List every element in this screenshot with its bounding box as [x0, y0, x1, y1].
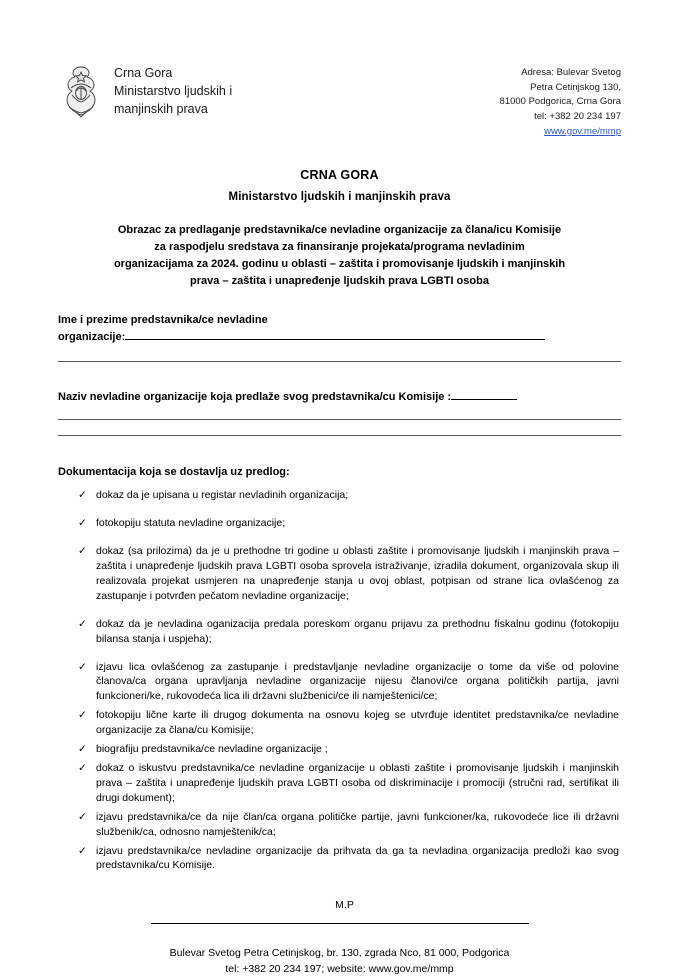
list-item-text: dokaz da je nevladina oganizacija predala poreskom organu prijavu za prethodnu fiskalnu godinu (fotokopiju bilansa stanja i uspjeha); [96, 617, 619, 645]
list-item-text: izjavu predstavnika/ce da nije član/ca organa političke partije, javni funkcioner/ka, rukovodeće lice ili državni službenik/ca, odnosno namještenik/ca; [96, 810, 619, 838]
list-item [58, 617, 621, 647]
organization-name-label-text: Naziv nevladine organizacije koja predlaže svog predstavnika/cu Komisije : [58, 390, 452, 403]
ministry-line-3: manjinskih prava [114, 102, 208, 117]
check-icon: ✓ [78, 810, 87, 823]
representative-name-label-line-1: Ime i prezime predstavnika/ce nevladine [58, 313, 268, 326]
list-item [58, 844, 621, 874]
documentation-list [58, 488, 621, 873]
list-item [58, 544, 621, 604]
check-icon: ✓ [78, 743, 87, 756]
form-title-line-3: organizacijama za 2024. godinu u oblasti – zaštita i promovisanje ljudskih i manjinskih [113, 257, 566, 270]
check-icon: ✓ [78, 660, 87, 673]
footer-address: Bulevar Svetog Petra Cetinjskog, br. 130, zgrada Nco, 81 000, Podgorica [169, 947, 510, 960]
list-item [58, 742, 621, 757]
list-item-text: dokaz (sa prilozima) da je u prethodne tri godine u oblasti zaštite i promovisanje ljudskih i manjinskih prava – zaštita i unapređenje ljudskih prava LGBTI osoba sprovela istraživanje, izradila dokument, organizovala skup ili realizovala projekat usmjeren na unapređenje stanja u ovoj oblast, potpisan od strane lica ovlašćenog za zastupanje i potvrđen pečatom nevladine organizacije; [96, 545, 619, 602]
header-address [500, 62, 621, 140]
ministry-title: Ministarstvo ljudskih i manjinskih prava [228, 190, 451, 203]
check-icon: ✓ [78, 489, 87, 502]
list-item-text: fotokopiju statuta nevladine organizacije; [96, 517, 286, 530]
documentation-heading: Dokumentacija koja se dostavlja uz predlog: [58, 466, 290, 479]
document-footer [58, 946, 621, 978]
list-item [58, 810, 621, 840]
list-item-text: dokaz o iskustvu predstavnika/ce nevladine organizacije u oblasti zaštite i promovisanje ljudskih i manjinskih prava – zaštita i unapređenje ljudskih prava LGBTI osoba od diskriminacije i promociji (stručni rad, sertifikat ili drugi dokument); [96, 761, 619, 804]
list-item [58, 516, 621, 531]
address-line-3: 81000 Podgorica, Crna Gora [499, 96, 621, 108]
representative-name-input-line-1[interactable] [125, 328, 545, 340]
representative-name-label-line-2: organizacije: [58, 331, 126, 344]
title-block [58, 168, 621, 203]
ministry-line-1: Crna Gora [114, 66, 173, 80]
address-phone: tel: +382 20 234 197 [534, 111, 621, 123]
organization-name-label [58, 388, 621, 406]
form-title-line-4: prava – zaštita i unapređenje ljudskih prava LGBTI osoba [190, 274, 489, 287]
ministry-name [114, 62, 232, 118]
form-title-line-1: Obrazac za predlaganje predstavnika/ce nevladine organizacije za člana/icu Komisije [117, 223, 562, 236]
country-title: CRNA GORA [300, 167, 379, 182]
form-title [58, 222, 621, 290]
organization-name-input-line-3[interactable] [58, 422, 621, 436]
list-item-text: dokaz da je upisana u registar nevladinih organizacija; [96, 489, 349, 502]
mp-stamp-label: M.P [335, 899, 354, 912]
check-icon: ✓ [78, 517, 87, 530]
list-item-text: izjavu predstavnika/ce nevladine organizacije da prihvata da ga ta nevladina organizacija predloži kao svog predstavnika/cu Komisije. [96, 844, 619, 872]
form-title-line-2: za raspodjelu sredstava za finansiranje projekata/programa nevladinim [154, 240, 525, 253]
list-item-text: fotokopiju lične karte ili drugog dokumenta na osnovu kojeg se utvrđuje identitet predstavnika/ce nevladine organizacije za člana/cu Komisije; [96, 709, 619, 737]
organization-name-input-line-1[interactable] [451, 388, 517, 400]
organization-name-input-line-2[interactable] [58, 406, 621, 420]
check-icon: ✓ [78, 844, 87, 857]
website-link[interactable]: www.gov.me/mmp [544, 125, 621, 137]
check-icon: ✓ [78, 545, 87, 558]
list-item-text: biografiju predstavnika/ce nevladine organizacije ; [96, 743, 328, 756]
representative-name-input-line-2[interactable] [58, 348, 621, 362]
list-item [58, 761, 621, 806]
address-line-2: Petra Cetinjskog 130, [530, 81, 621, 93]
address-line-1: Adresa: Bulevar Svetog [521, 67, 621, 78]
list-item [58, 708, 621, 738]
representative-name-label [58, 312, 621, 346]
check-icon: ✓ [78, 709, 87, 722]
list-item [58, 660, 621, 705]
check-icon: ✓ [78, 617, 87, 630]
footer-contact: tel: +382 20 234 197; website: www.gov.me/mmp [225, 963, 454, 976]
ministry-line-2: Ministarstvo ljudskih i [114, 84, 233, 99]
document-header [58, 62, 621, 140]
list-item [58, 488, 621, 503]
representative-name-field [58, 312, 621, 362]
coat-of-arms-icon [58, 64, 104, 120]
header-left [58, 62, 232, 120]
organization-name-field [58, 388, 621, 437]
signature-line[interactable] [151, 922, 529, 924]
list-item-text: izjavu lica ovlašćenog za zastupanje i predstavljanje nevladine organizacije o tome da više od polovine članova/ca organa upravljanja nevladine organizacije nijesu članovi/ce organa političkih partija, javni funkcioneri/ke, rukovodeća lica ili državni službenici/ce ili namještenici/ce; [96, 660, 619, 703]
check-icon: ✓ [78, 761, 87, 774]
